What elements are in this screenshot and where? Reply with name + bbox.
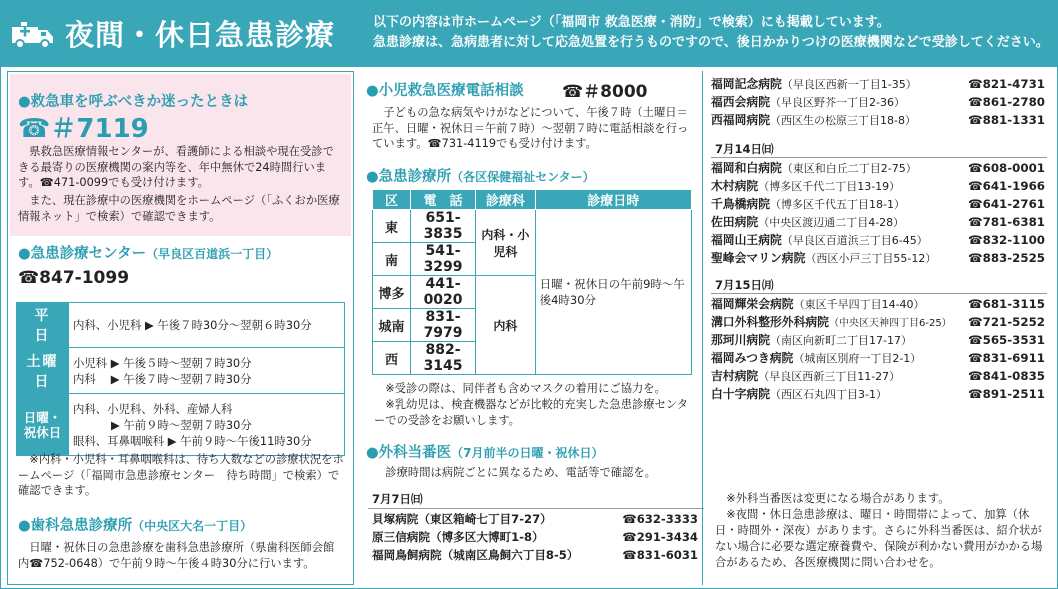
column-header: 診療科	[476, 190, 535, 210]
clinic-area: 城南	[373, 309, 411, 342]
list-item	[711, 195, 1049, 214]
hospital-tel: ☎781-6381	[967, 215, 1045, 229]
hospital-tel: ☎883-2525	[967, 251, 1045, 265]
clinics-header-row	[373, 190, 692, 210]
hospital-tel: ☎861-2780	[967, 95, 1045, 109]
list-item	[711, 349, 1049, 368]
clinics-heading-sub: （各区保健福祉センター）	[451, 170, 595, 184]
right-column	[707, 71, 1053, 585]
clinics-heading	[366, 165, 595, 186]
column-header: 電 話	[411, 190, 476, 210]
center-heading	[18, 242, 278, 263]
clinic-tel: 651-3835	[411, 210, 476, 243]
ambulance-number: ☎＃7119	[18, 114, 149, 144]
hospital-address: （東区和白丘二丁目2-75）	[781, 162, 917, 175]
list-item	[711, 177, 1049, 196]
clinic-area: 東	[373, 210, 411, 243]
hospital-address: （西区小戸三丁目55-12）	[805, 252, 937, 265]
right-note-1: ※外科当番医は変更になる場合があります。	[726, 492, 950, 505]
hospital-name: 福岡山王病院	[711, 233, 782, 247]
surgery-heading-main: ●外科当番医	[366, 445, 452, 461]
right-note-2: ※夜間・休日急患診療は、曜日・時間帯によって、加算（休日・時間外・深夜）があります。さらに外科当番医は、紹介状がない場合に必要な選定療養費や、保険が利かない費用がかかる場合があるため、各医療機関に問い合わせを。	[715, 508, 1043, 569]
hospital-tel: ☎831-6911	[967, 351, 1045, 365]
page-title: 夜間・休日急患診療	[65, 18, 336, 52]
hospital-address: （早良区百道浜三丁目6-45）	[781, 234, 928, 247]
hospital-tel: ☎832-1100	[967, 233, 1045, 247]
divider	[368, 508, 704, 509]
hospital-address: （城南区鳥飼六丁目8-5）	[441, 548, 579, 562]
dental-text: 日曜・祝休日の急患診療を歯科急患診療所（県歯科医師会館内☎752-0648）で午前９時～午後４時30分に行います。	[18, 541, 335, 570]
hospital-name: 福岡鳥飼病院	[372, 548, 442, 562]
hospital-tel: ☎891-2511	[967, 387, 1045, 401]
header	[1, 1, 1057, 67]
dental-heading-main: ●歯科急患診療所	[18, 518, 133, 534]
hospital-tel: ☎608-0001	[967, 161, 1045, 175]
ambulance-text-2: また、現在診療中の医療機関をホームページ（「ふくおか医療情報ネット」で検索）で確認できます。	[18, 194, 340, 223]
schedule-line: 内科 ▶ 午後７時～翌朝７時30分	[73, 371, 252, 386]
schedule-row-saturday	[17, 348, 345, 394]
table-row	[373, 210, 692, 243]
surgery-heading	[366, 441, 604, 462]
hospital-name: 福岡和白病院	[711, 161, 782, 175]
ambulance-heading: ●救急車を呼ぶべきか迷ったときは	[18, 94, 249, 110]
column-divider	[702, 71, 703, 585]
schedule-line: 内科、小児科、外科、産婦人科	[73, 401, 233, 416]
clinic-tel: 441-0020	[411, 276, 476, 309]
left-column	[7, 71, 354, 585]
clinic-tel: 541-3299	[411, 243, 476, 276]
hospital-address: （城南区別府一丁目2-1）	[793, 352, 922, 365]
schedule-line: 内科、小児科 ▶ 午後７時30分～翌朝６時30分	[73, 318, 312, 332]
clinics-note-2: ※乳幼児は、検査機器などが比較的充実した急患診療センターでの受診をお願いします。	[374, 398, 689, 427]
list-item	[372, 511, 698, 528]
hospital-address: （早良区西新三丁目11-27）	[758, 370, 901, 383]
clinic-area: 西	[373, 342, 411, 375]
center-number: ☎847-1099	[18, 268, 130, 288]
surgery-heading-sub: （7月前半の日曜・祝休日）	[451, 446, 604, 460]
hospital-address: （南区向新町二丁目17-17）	[770, 334, 912, 347]
hospital-address: （西区生の松原三丁目18-8）	[770, 114, 916, 127]
dental-heading	[18, 514, 252, 535]
list-item	[711, 75, 1049, 94]
hospital-address: （東区千早四丁目14-40）	[793, 298, 925, 311]
hospital-address: （博多区大博町1-8）	[429, 530, 544, 544]
hospital-address: （早良区西新一丁目1-35）	[781, 78, 917, 91]
hospital-name: 貝塚病院	[372, 512, 419, 526]
column-header: 診療日時	[535, 190, 691, 210]
schedule-line: ▶ 午前９時～翌朝７時30分	[111, 417, 252, 432]
hospital-tel: ☎632-3333	[622, 512, 698, 526]
surgery-date: 7月7日㈰	[372, 492, 423, 506]
list-item	[711, 249, 1049, 268]
kids-heading: ●小児救急医療電話相談	[366, 83, 524, 99]
hospital-name: 白十字病院	[711, 387, 770, 401]
header-note	[373, 13, 1049, 53]
hospital-name: 千鳥橋病院	[711, 197, 770, 211]
hospital-name: 聖峰会マリン病院	[711, 251, 806, 265]
list-item	[711, 385, 1049, 404]
hospital-tel: ☎681-3115	[967, 297, 1045, 311]
list-item	[711, 331, 1049, 350]
list-item	[372, 529, 698, 546]
hospital-tel: ☎641-1966	[967, 179, 1045, 193]
center-note: ※内科・小児科・耳鼻咽喉科は、待ち人数などの診療状況をホームページ（「福岡市急患診療センター 待ち時間」で検索）で確認できます。	[18, 453, 344, 497]
kids-number: ☎＃8000	[562, 82, 648, 102]
hospital-tel: ☎821-4731	[967, 77, 1045, 91]
hospital-name: 吉村病院	[711, 369, 759, 383]
clinics-table	[372, 189, 692, 375]
hospital-name: 佐田病院	[711, 215, 759, 229]
hospital-tel: ☎841-0835	[967, 369, 1045, 383]
hospital-name: 原三信病院	[372, 530, 430, 544]
list-item	[711, 213, 1049, 232]
hospital-tel: ☎831-6031	[622, 548, 698, 562]
list-item	[711, 367, 1049, 386]
hospital-name: 福岡記念病院	[711, 77, 782, 91]
hospital-name: 福西会病院	[711, 95, 770, 109]
list-item	[711, 231, 1049, 250]
hospital-address: （東区箱崎七丁目7-27）	[418, 512, 552, 526]
center-heading-sub: （早良区百道浜一丁目）	[146, 247, 279, 261]
list-item	[711, 111, 1049, 130]
clinic-tel: 831-7979	[411, 309, 476, 342]
hospital-name: 溝口外科整形外科病院	[711, 315, 829, 329]
hospital-name: 那珂川病院	[711, 333, 770, 347]
schedule-row-holiday	[17, 394, 345, 456]
clinic-tel: 882-3145	[411, 342, 476, 375]
schedule-label: 日曜・祝休日	[17, 394, 69, 456]
column-header: 区	[373, 190, 411, 210]
kids-text: 子どもの急な病気やけがなどについて、午後７時（土曜日＝正午、日曜・祝休日＝午前７時）～翌朝７時に電話相談を行っています。☎731-4119でも受け付けます。	[372, 106, 689, 150]
schedule-row-weekday	[17, 303, 345, 348]
clinics-heading-main: ●急患診療所	[366, 169, 452, 185]
surgery-intro: 診療時間は病院ごとに異なるため、電話等で確認を。	[385, 466, 656, 479]
header-note-1: 以下の内容は市ホームページ（「福岡市 救急医療・消防」で検索）にも掲載しています。	[373, 15, 890, 30]
ambulance-text-1: 県救急医療情報センターが、看護師による相談や現在受診できる最寄りの医療機関の案内等を、年中無休で24時間行います。☎471-0099でも受け付けます。	[18, 145, 334, 189]
hospital-address: （博多区千代五丁目18-1）	[770, 198, 905, 211]
hospital-tel: ☎881-1331	[967, 113, 1045, 127]
hospital-address: （西区石丸四丁目3-1）	[770, 388, 887, 401]
clinic-area: 南	[373, 243, 411, 276]
schedule-label: 土曜日	[17, 348, 69, 394]
hospital-name: 福岡輝栄会病院	[711, 297, 794, 311]
schedule-line: 小児科 ▶ 午後５時～翌朝７時30分	[73, 355, 252, 370]
hospital-address: （中央区天神四丁目6-25）	[828, 318, 952, 329]
clinics-note-1: ※受診の際は、同伴者も含めマスクの着用にご協力を。	[385, 382, 666, 395]
list-item	[372, 547, 698, 564]
hospital-address: （早良区野芥一丁目2-36）	[770, 96, 905, 109]
date-heading: 7月15日㈪	[715, 278, 774, 292]
date-heading: 7月14日㈰	[715, 142, 774, 156]
clinic-hours: 日曜・祝休日の午前9時～午後4時30分	[535, 210, 691, 375]
hospital-name: 西福岡病院	[711, 113, 770, 127]
divider	[711, 157, 1047, 158]
list-item	[711, 93, 1049, 112]
hospital-tel: ☎641-2761	[967, 197, 1045, 211]
schedule-label: 平 日	[17, 303, 69, 348]
clinic-area: 博多	[373, 276, 411, 309]
hospital-name: 福岡みつき病院	[711, 351, 794, 365]
list-item	[711, 159, 1049, 178]
center-schedule	[16, 302, 345, 456]
schedule-line: 眼科、耳鼻咽喉科 ▶ 午前９時～午後11時30分	[73, 433, 312, 448]
dental-heading-sub: （中央区大名一丁目）	[132, 519, 253, 533]
center-heading-main: ●急患診療センター	[18, 246, 147, 262]
clinic-dept: 内科・小児科	[476, 210, 535, 276]
ambulance-icon	[11, 19, 55, 49]
clinic-dept: 内科	[476, 276, 535, 375]
middle-column	[364, 71, 701, 585]
hospital-tel: ☎721-5252	[967, 315, 1045, 329]
hospital-tel: ☎565-3531	[967, 333, 1045, 347]
divider	[711, 293, 1047, 294]
list-item	[711, 295, 1049, 314]
header-note-2: 急患診療は、急病患者に対して応急処置を行うものですので、後日かかりつけの医療機関などで受診してください。	[373, 35, 1049, 50]
hospital-address: （博多区千代二丁目13-19）	[758, 180, 901, 193]
hospital-address: （中央区渡辺通二丁目4-28）	[758, 216, 905, 229]
list-item	[711, 313, 1049, 332]
hospital-tel: ☎291-3434	[622, 530, 698, 544]
hospital-name: 木村病院	[711, 179, 759, 193]
